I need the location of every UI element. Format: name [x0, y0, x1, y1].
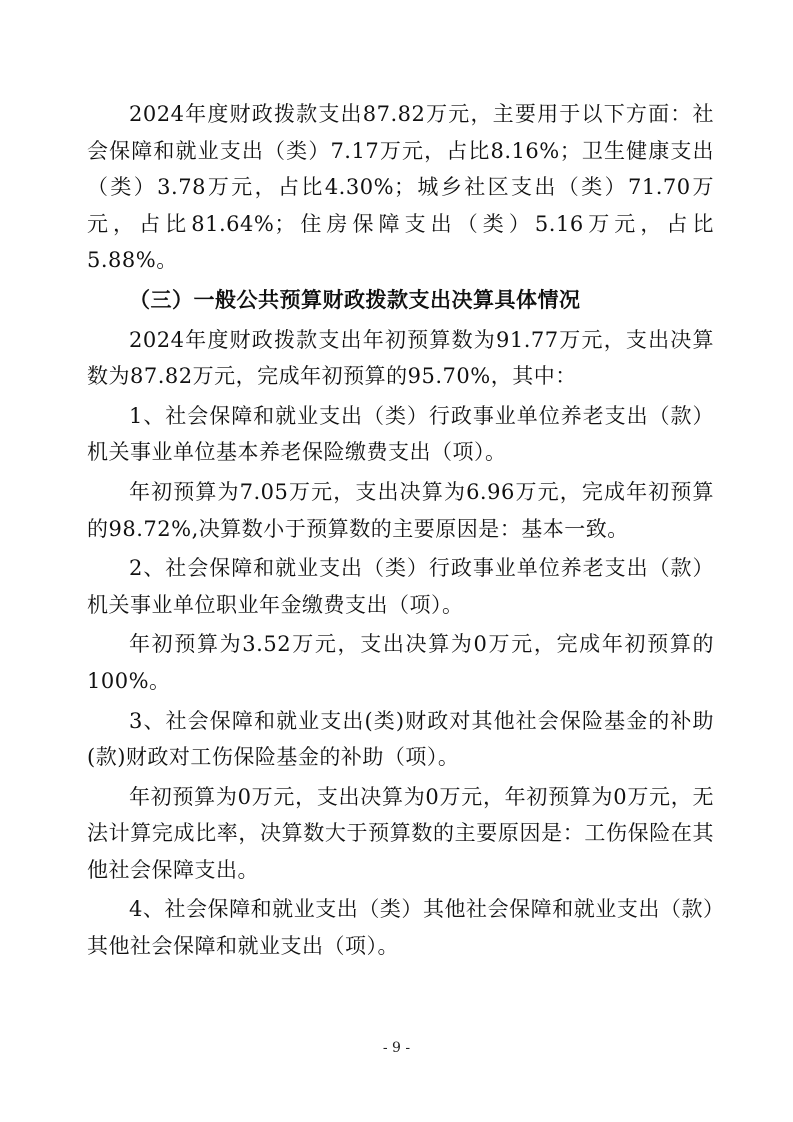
section-heading: （三）一般公共预算财政拨款支出决算具体情况 [129, 287, 581, 312]
item-1-title: 1、社会保障和就业支出（类）行政事业单位养老支出（款）机关事业单位基本养老保险缴费支出（项）。 [87, 403, 714, 465]
paragraph-overview: 2024年度财政拨款支出年初预算数为91.77万元，支出决算数为87.82万元，完成年初预算的95.70%，其中： [87, 327, 714, 389]
item-4-title: 4、社会保障和就业支出（类）其他社会保障和就业支出（款）其他社会保障和就业支出（项）。 [87, 897, 714, 959]
page-number: - 9 - [382, 1040, 411, 1056]
item-2-title: 2、社会保障和就业支出（类）行政事业单位养老支出（款）机关事业单位职业年金缴费支出（项）。 [87, 556, 714, 617]
item-3-title: 3、社会保障和就业支出(类)财政对其他社会保险基金的补助(款)财政对工伤保险基金的补助（项）。 [87, 708, 714, 770]
item-2-detail: 年初预算为3.52万元，支出决算为0万元，完成年初预算的100%。 [87, 632, 714, 693]
item-1-detail: 年初预算为7.05万元，支出决算为6.96万元，完成年初预算的98.72%,决算数小于预算数的主要原因是：基本一致。 [87, 479, 714, 541]
document-body [87, 96, 714, 965]
paragraph-summary: 2024年度财政拨款支出87.82万元，主要用于以下方面：社会保障和就业支出（类）7.17万元，占比8.16%；卫生健康支出（类）3.78万元，占比4.30%；城乡社区支出（类）71.70万元，占比81.64%；住房保障支出（类）5.16万元，占比5.88%。 [87, 102, 714, 273]
item-3-detail: 年初预算为0万元，支出决算为0万元，年初预算为0万元，无法计算完成比率，决算数大于预算数的主要原因是：工伤保险在其他社会保障支出。 [87, 784, 714, 882]
